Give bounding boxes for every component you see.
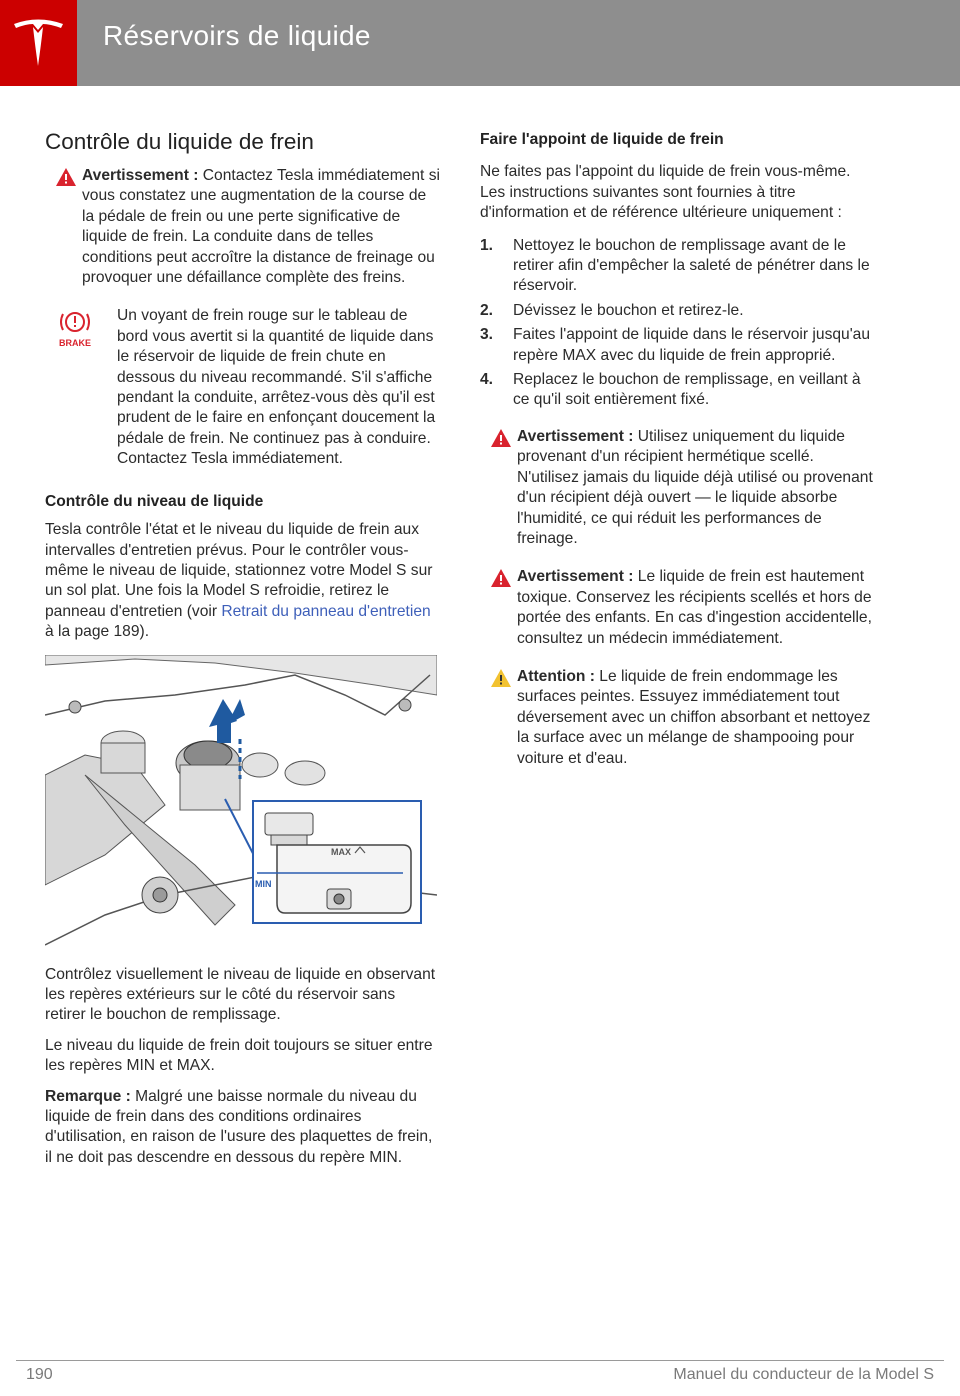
page-title: Réservoirs de liquide (103, 20, 371, 51)
note-label: Remarque : (45, 1087, 131, 1105)
brake-warning-icon (55, 308, 95, 350)
step-number: 3. (480, 326, 494, 344)
warning-label: Avertissement : (82, 167, 199, 184)
right-column (480, 128, 878, 787)
note (45, 1087, 440, 1169)
page-number: 190 (26, 1366, 53, 1383)
brake-reservoir-illustration (45, 655, 437, 947)
warning-icon (490, 568, 512, 588)
paragraph-check-level (45, 520, 440, 642)
warning-icon (55, 167, 77, 187)
caution-callout (480, 667, 878, 769)
caution-label: Attention : (517, 667, 595, 685)
link-service-panel[interactable]: Retrait du panneau d'entretien (221, 602, 431, 620)
warning-text: Utilisez uniquement du liquide provenant d'un récipient hermétique scellé. N'utilisez jamais du liquide déjà utilisé ou provenant d'un récipient déjà ouvert — le liquide absorbe l'humidité, ce qui réduit les performances de freinage. (517, 427, 873, 547)
step-text: Faites l'appoint de liquide dans le réservoir jusqu'au repère MAX avec du liquide de frein approprié. (513, 326, 871, 364)
max-mark-label: MAX (331, 846, 351, 857)
list-item (480, 325, 878, 366)
caution-icon (490, 668, 512, 688)
brake-icon-label: BRAKE (58, 338, 92, 349)
manual-name: Manuel du conducteur de la Model S (673, 1366, 934, 1383)
tesla-logo-icon (0, 0, 77, 86)
step-number: 1. (480, 236, 494, 254)
brake-indicator-text: Un voyant de frein rouge sur le tableau de bord vous avertit si la quantité de liquide dans le réservoir de liquide de frein chute en dessous du niveau recommandé. S'il s'affiche pendant la conduite, arrêtez-vous dès qu'il est prudent de le faire en enfonçant doucement la pédale de frein. Ne continuez pas à conduire. Contactez Tesla immédiatement. (117, 307, 436, 468)
warning-text: Le liquide de frein est hautement toxique. Conservez les récipients scellés et hors de portée des enfants. En cas d'ingestion accidentelle, consultez un médecin immédiatement. (517, 568, 872, 647)
subheading-fluid-level: Contrôle du niveau de liquide (45, 492, 264, 510)
section-title: Contrôle du liquide de frein (45, 129, 314, 154)
subheading-top-up: Faire l'appoint de liquide de frein (480, 131, 724, 148)
paragraph-text: Tesla contrôle l'état et le niveau du liquide de frein aux intervalles d'entretien prévus. Pour le contrôler vous-même le niveau de liquide, stationnez votre Model S sur un sol plat. Une fois la Model S refroidie, retirez le panneau d'entretien (voir (45, 521, 433, 620)
page-header (0, 0, 960, 86)
list-item (480, 370, 878, 411)
caution-text: Le liquide de frein endommage les surfaces peintes. Essuyez immédiatement tout déversement avec un chiffon absorbant et nettoyez la surface avec un mélange de shampooing pour voiture et d'eau. (517, 667, 871, 767)
warning-callout (480, 427, 878, 549)
paragraph-min-max: Le niveau du liquide de frein doit toujours se situer entre les repères MIN et MAX. (45, 1036, 433, 1075)
paragraph-text-end: à la page 189). (45, 623, 150, 641)
warning-label: Avertissement : (517, 568, 634, 586)
steps-list (480, 236, 878, 411)
warning-icon (490, 428, 512, 448)
warning-label: Avertissement : (517, 427, 634, 445)
warning-callout (45, 166, 440, 288)
warning-text: Contactez Tesla immédiatement si vous constatez une augmentation de la course de la pédale de frein ou une perte significative de liquide de frein. La conduite dans de telles conditions peut accroître la distance de freinage ou provoquer une défaillance complète des freins. (82, 167, 440, 287)
left-column (45, 128, 440, 1178)
list-item (480, 236, 878, 297)
tesla-logo (0, 0, 77, 86)
step-number: 4. (480, 371, 494, 389)
step-text: Replacez le bouchon de remplissage, en veillant à ce qu'il soit entièrement fixé. (513, 371, 861, 409)
step-number: 2. (480, 301, 494, 319)
step-text: Nettoyez le bouchon de remplissage avant de le retirer afin d'empêcher la saleté de pénétrer dans le réservoir. (513, 236, 870, 295)
footer-divider (16, 1360, 944, 1361)
paragraph-visual-check: Contrôlez visuellement le niveau de liquide en observant les repères extérieurs sur le côté du réservoir sans retirer le bouchon de remplissage. (45, 965, 436, 1024)
paragraph-intro: Ne faites pas l'appoint du liquide de frein vous-même. Les instructions suivantes sont fournies à titre d'information et de référence ultérieure uniquement : (480, 163, 851, 222)
list-item (480, 301, 878, 321)
step-text: Dévissez le bouchon et retirez-le. (513, 301, 744, 319)
min-mark-label: MIN (255, 878, 272, 889)
brake-indicator-note (45, 306, 440, 469)
note-text: Malgré une baisse normale du niveau du liquide de frein dans des conditions ordinaires d'utilisation, en raison de l'usure des plaquettes de frein, il ne doit pas descendre en dessous du repère MIN. (45, 1087, 433, 1166)
warning-callout (480, 567, 878, 649)
